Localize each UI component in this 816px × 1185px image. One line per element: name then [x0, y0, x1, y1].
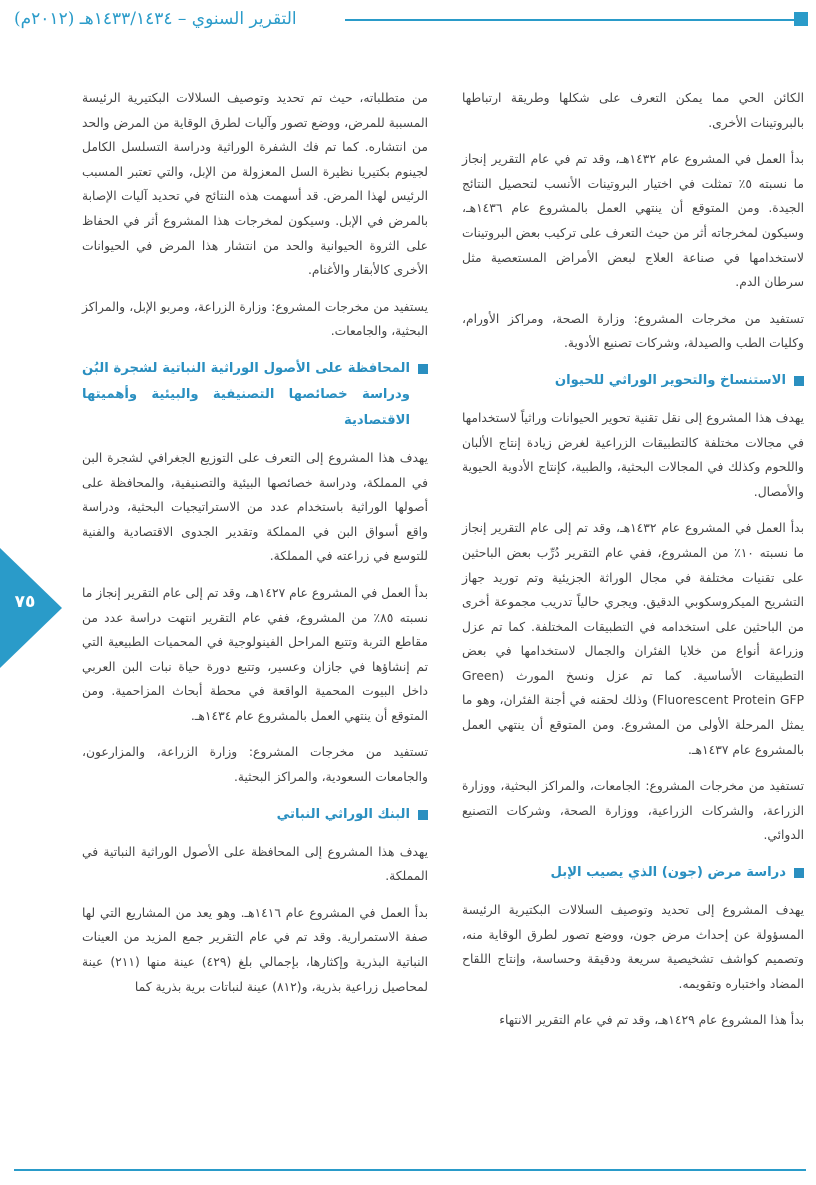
header-rule	[345, 19, 805, 21]
paragraph: يهدف المشروع إلى تحديد وتوصيف السلالات البكتيرية الرئيسة المسؤولة عن إحداث مرض جون، ووضع تصور لطرق الوقاية منه، وتصميم كواشف تشخيصية سريعة ودقيقة وحساسة، وإنتاج اللقاح المضاد واختباره وتقويمه.	[462, 903, 804, 991]
section-heading-text: الاستنساخ والتحوير الوراثي للحيوان	[554, 372, 786, 388]
paragraph: تستفيد من مخرجات المشروع: الجامعات، والمراكز البحثية، ووزارة الزراعة، والشركات الزراعية، ووزارة الصحة، وشركات التصنيع الدوائي.	[462, 779, 804, 843]
section-heading	[462, 860, 804, 886]
paragraph: الكائن الحي مما يمكن التعرف على شكلها وطريقة ارتباطها بالبروتينات الأخرى.	[462, 91, 804, 130]
section-heading	[82, 356, 428, 434]
paragraph: تستفيد من مخرجات المشروع: وزارة الزراعة، والمزارعون، والجامعات السعودية، والمراكز البحثية.	[82, 745, 428, 785]
square-bullet-icon	[794, 868, 804, 878]
section-heading-text: البنك الوراثي النباتي	[276, 806, 410, 822]
header-title: التقرير السنوي – ١٤٣٣/١٤٣٤هـ (٢٠١٢م)	[14, 9, 297, 29]
paragraph: يهدف هذا المشروع إلى المحافظة على الأصول الوراثية النباتية في المملكة.	[82, 844, 428, 884]
section-heading	[462, 368, 804, 394]
paragraph: بدأ العمل في المشروع عام ١٤٢٧هـ، وقد تم إلى عام التقرير إنجاز ما نسبته ٨٥٪ من المشروع، ففي عام التقرير انتهت دراسة عدد من مقاطع التربة وتتبع المراحل الفينولوجية في المحميات الطبيعية التي تم إنشاؤها في جازان وعسير، وتتبع دورة حياة نبات البن العربي داخل البيوت المحمية الواقعة في محطة أبحاث المزاحمية. ومن المتوقع أن ينتهي العمل بالمشروع عام ١٤٣٤هـ.	[82, 585, 429, 723]
right-column	[462, 86, 804, 1033]
paragraph: تستفيد من مخرجات المشروع: وزارة الصحة، ومراكز الأورام، وكليات الطب والصيدلة، وشركات تصنيع الأدوية.	[462, 311, 804, 351]
header-cap-square	[794, 12, 808, 26]
section-heading-text: دراسة مرض (جون) الذي يصيب الإبل	[550, 865, 786, 881]
section-heading-text: المحافظة على الأصول الوراثية النباتية لشجرة البُن ودراسة خصائصها التصنيفية والبيئية وأهميتها الاقتصادية	[82, 360, 410, 428]
section-heading	[82, 802, 428, 828]
square-bullet-icon	[418, 810, 428, 820]
left-column	[82, 86, 428, 999]
square-bullet-icon	[794, 376, 804, 386]
paragraph: بدأ العمل في المشروع عام ١٤٣٢هـ، وقد تم إلى عام التقرير إنجاز ما نسبته ١٠٪ من المشروع، ففي عام التقرير دُرِّب بعض الباحثين على تقنيات مختلفة في مجال الوراثة الجزيئية وتم توريد جهاز التشريح الميكروسكوبي الدقيق. ويجري حالياً تدريب مجموعة أخرى من الباحثين على استخدامه في التطبيقات المختلفة. كما تم عزل وزراعة أنواع من خلايا الفئران والجمال لاستخدامها في بعض التطبيقات الأساسية. كما تم عزل ونسخ المورث (Green Fluorescent Protein GFP) وذلك لحقنه في أجنة الفئران، وهو ما يمثل المرحلة الأولى من المشروع. ومن المتوقع أن ينتهي العمل بالمشروع عام ١٤٣٧هـ.	[462, 521, 805, 757]
footer-rule	[14, 1169, 806, 1171]
paragraph: بدأ هذا المشروع عام ١٤٢٩هـ، وقد تم في عام التقرير الانتهاء	[499, 1013, 804, 1028]
paragraph: يهدف هذا المشروع إلى التعرف على التوزيع الجغرافي لشجرة البن في المملكة، ودراسة خصائصها البيئية والتصنيفية، والمحافظة على أصولها الوراثية باستخدام عدد من الاستراتيجيات البحثية، ودراسة واقع أسواق البن في المملكة وتقدير الجدوى الاقتصادية والفنية للتوسع في زراعته في المملكة.	[82, 450, 428, 564]
paragraph: من متطلباته، حيث تم تحديد وتوصيف السلالات البكتيرية الرئيسة المسببة للمرض، ووضع تصور وآليات لطرق الوقاية من المرض والحد من انتشاره. كما تم فك الشفرة الوراثية ودراسة التسلسل الكامل لجينوم بكتيريا نظيرة السل المعزولة من الإبل، والتي تعتبر المسبب الرئيس لهذا المرض. قد أسهمت هذه النتائج في تحديد آليات الإصابة بالمرض في الإبل. وسيكون لمخرجات هذا المشروع أثر في الحفاظ على الثروة الحيوانية والحد من انتشار هذا المرض في الحيوانات الأخرى كالأبقار والأغنام.	[82, 91, 428, 278]
page-number: ٧٥	[14, 592, 36, 612]
paragraph: يستفيد من مخرجات المشروع: وزارة الزراعة، ومربو الإبل، والمراكز البحثية، والجامعات.	[82, 299, 428, 339]
square-bullet-icon	[418, 364, 428, 374]
paragraph: بدأ العمل في المشروع عام ١٤٣٢هـ، وقد تم في عام التقرير إنجاز ما نسبته ٥٪ تمثلت في اختيار البروتينات الأنسب لتحصيل النتائج الجيدة. ومن المتوقع أن ينتهي العمل بالمشروع عام ١٤٣٦هـ، وسيكون لمخرجاته أثر من حيث التعرف على تركيب بعض البروتينات لاستخدامها في صناعة العلاج لبعض الأمراض المستعصية مثل سرطان الدم.	[462, 152, 805, 290]
paragraph: يهدف هذا المشروع إلى نقل تقنية تحوير الحيوانات وراثياً لاستخدامها في مجالات مختلفة كالتطبيقات الزراعية لغرض زيادة إنتاج الألبان واللحوم وكذلك في المجالات البحثية، والطبية، كإنتاج الأدوية الحيوية والأمصال.	[462, 410, 804, 499]
paragraph: بدأ العمل في المشروع عام ١٤١٦هـ. وهو يعد من المشاريع التي لها صفة الاستمرارية. وقد تم في عام التقرير جمع المزيد من العينات النباتية البذرية وإكثارها، بإجمالي بلغ (٤٢٩) عينة منها (٢١١) عينة لمحاصيل زراعية بذرية، و(٨١٢) عينة لنباتات برية بذرية كما	[82, 905, 428, 994]
